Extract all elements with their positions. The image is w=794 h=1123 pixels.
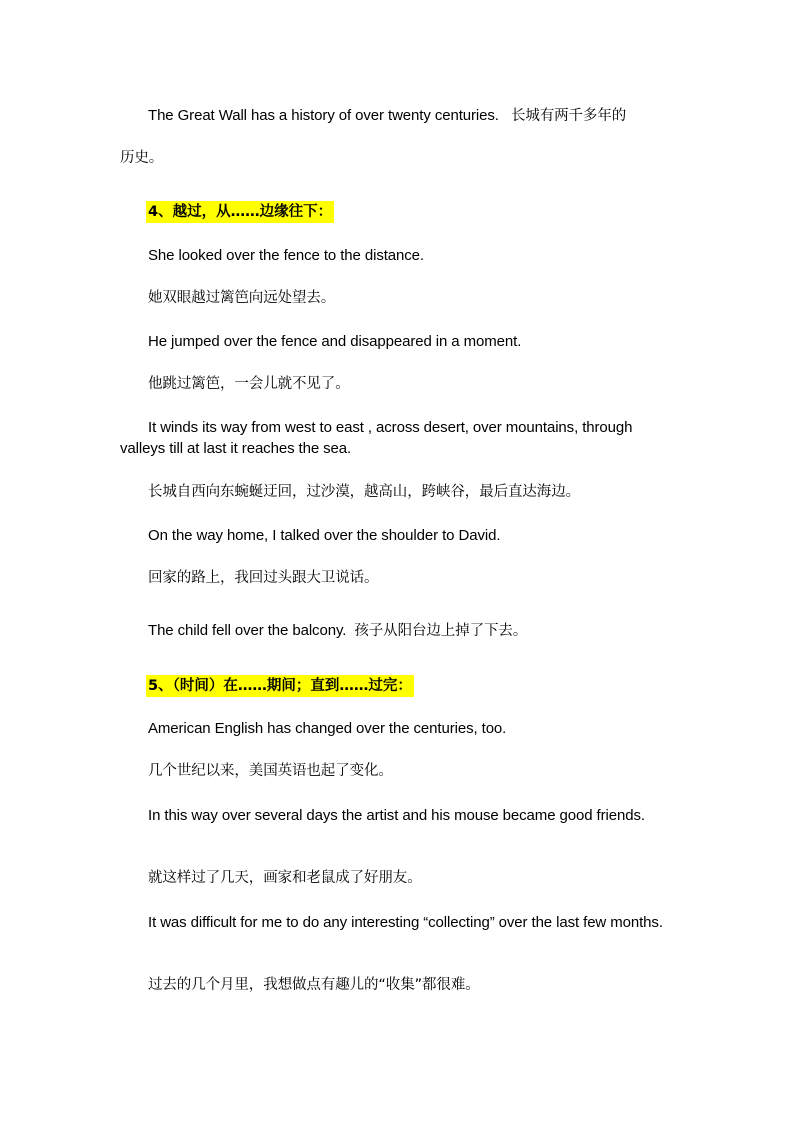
sentence-great-wall-history: [148, 106, 626, 126]
chinese-translation: 过去的几个月里，我想做点有趣儿的“收集”都很难。: [148, 977, 480, 993]
sentence-balcony: [148, 621, 527, 641]
chinese-translation: 长城自西向东蜿蜒迂回，过沙漠，越高山，跨峡谷，最后直达海边。: [148, 484, 580, 500]
chinese-translation: 他跳过篱笆，一会儿就不见了。: [148, 376, 350, 392]
chinese-translation: 回家的路上，我回过头跟大卫说话。: [148, 570, 379, 586]
english-sentence: It winds its way from west to east , across desert, over mountains, through valleys till at last it reaches the sea.: [120, 419, 633, 457]
english-sentence: It was difficult for me to do any interesting “collecting” over the last few months.: [148, 914, 663, 931]
english-sentence: He jumped over the fence and disappeared in a moment.: [148, 333, 522, 350]
chinese-translation: 就这样过了几天，画家和老鼠成了好朋友。: [148, 870, 422, 886]
english-sentence: On the way home, I talked over the shoulder to David.: [148, 527, 501, 544]
section-heading-5: 5、（时间）在……期间；直到……过完：: [146, 675, 414, 697]
section-heading-4: 4、越过，从……边缘往下：: [146, 201, 334, 223]
english-text: The Great Wall has a history of over twenty centuries.: [148, 107, 499, 124]
chinese-translation: 她双眼越过篱笆向远处望去。: [148, 290, 336, 306]
english-sentence: In this way over several days the artist and his mouse became good friends.: [148, 807, 645, 824]
chinese-text: 孩子从阳台边上掉了下去。: [354, 623, 528, 639]
english-sentence: She looked over the fence to the distance.: [148, 247, 424, 264]
english-sentence: American English has changed over the centuries, too.: [148, 720, 507, 737]
chinese-text-continued: 历史。: [120, 150, 164, 166]
chinese-text: 长城有两千多年的: [510, 108, 627, 124]
english-text: The child fell over the balcony.: [148, 622, 347, 639]
chinese-translation: 几个世纪以来，美国英语也起了变化。: [148, 763, 393, 779]
